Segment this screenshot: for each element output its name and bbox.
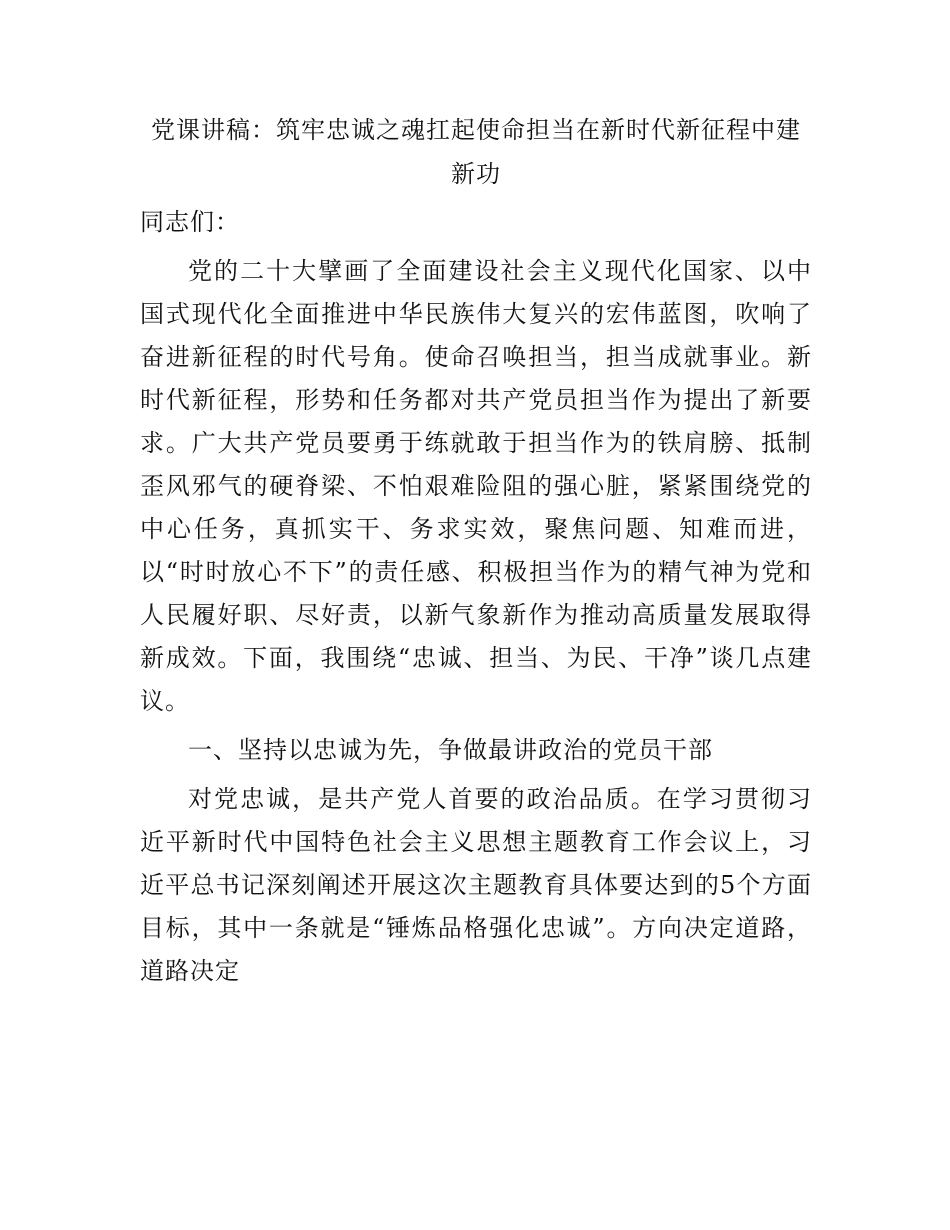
document-title: 党课讲稿：筑牢忠诚之魂扛起使命担当在新时代新征程中建新功 <box>151 116 801 188</box>
section-heading: 一、坚持以忠诚为先，争做最讲政治的党员干部 <box>188 736 713 764</box>
salutation: 同志们： <box>140 208 240 236</box>
document-body <box>140 108 812 993</box>
section-paragraph: 对党忠诚，是共产党人首要的政治品质。在学习贯彻习近平新时代中国特色社会主义思想主题教育工作会议上，习近平总书记深刻阐述开展这次主题教育具体要达到的5个方面目标，其中一条就是“锤炼品格强化忠诚”。方向决定道路，道路决定 <box>140 785 812 985</box>
intro-paragraph: 党的二十大擘画了全面建设社会主义现代化国家、以中国式现代化全面推进中华民族伟大复兴的宏伟蓝图，吹响了奋进新征程的时代号角。使命召唤担当，担当成就事业。新时代新征程，形势和任务都对共产党员担当作为提出了新要求。广大共产党员要勇于练就敢于担当作为的铁肩膀、抵制歪风邪气的硬脊梁、不怕艰难险阻的强心脏，紧紧围绕党的中心任务，真抓实干、务求实效，聚焦问题、知难而进，以“时时放心不下”的责任感、积极担当作为的精气神为党和人民履好职、尽好责，以新气象新作为推动高质量发展取得新成效。下面，我围绕“忠诚、担当、为民、干净”谈几点建议。 <box>140 257 812 715</box>
